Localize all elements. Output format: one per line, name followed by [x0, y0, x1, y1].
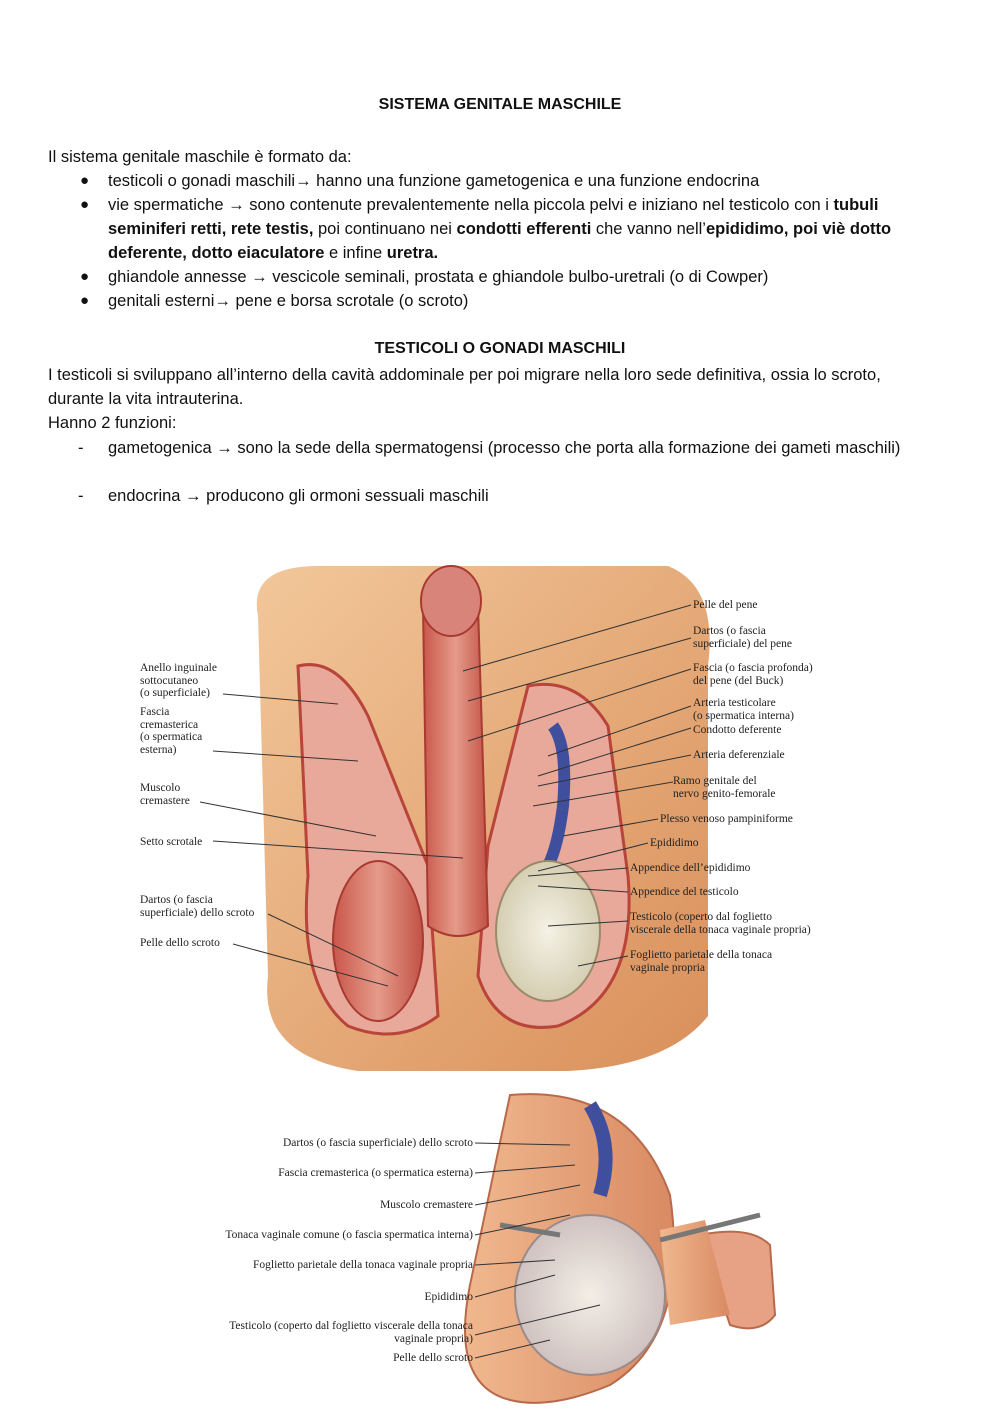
dash-marker: -: [78, 439, 84, 457]
list-item: genitali esterni→ pene e borsa scrotale (o scroto): [108, 292, 469, 310]
anatomy-figure-frontal: [108, 546, 856, 1076]
figure-label: Appendice del testicolo: [630, 886, 739, 898]
figure-label: Fascia cremasterica (o spermatica esterna): [278, 1167, 473, 1179]
text-span: vie spermatiche → sono contenute prevalentemente nella piccola pelvi e iniziano nel testicolo con i: [108, 196, 834, 214]
figure-label: Plesso venoso pampiniforme: [660, 813, 793, 825]
figure-label: Tonaca vaginale comune (o fascia spermatica interna): [225, 1229, 473, 1241]
list-item: testicoli o gonadi maschili→ hanno una funzione gametogenica e una funzione endocrina: [108, 172, 760, 190]
figure-label: Muscolo cremastere: [380, 1199, 473, 1211]
figure-label: Fascia cremasterica (o spermatica esterna): [140, 706, 203, 756]
text-span: che vanno nell’: [591, 220, 706, 238]
figure-label: Testicolo (coperto dal foglietto viscerale della tonaca vaginale propria): [630, 911, 811, 936]
figure-label: Muscolo cremastere: [140, 782, 190, 807]
figure-label: Foglietto parietale della tonaca vaginale propria: [252, 1259, 473, 1271]
figure-label: Dartos (o fascia superficiale) dello scroto: [140, 894, 255, 919]
figure-label: Epididimo: [650, 837, 699, 849]
figure-label: Pelle dello scroto: [393, 1352, 473, 1364]
bold-span: epididimo, poi viè dotto deferente, dotto eiaculatore: [108, 220, 892, 262]
figure-label: Arteria testicolare (o spermatica interna): [693, 697, 794, 722]
list-item: endocrina → producono gli ormoni sessuali maschili: [108, 487, 489, 505]
testis-2: [515, 1215, 665, 1375]
figure-label: Epididimo: [424, 1291, 473, 1303]
figure-label: Pelle dello scroto: [140, 937, 220, 949]
cremaster-muscle: [333, 861, 423, 1021]
list-item: ghiandole annesse → vescicole seminali, prostata e ghiandole bulbo-uretrali (o di Cowper): [108, 268, 769, 286]
figure-label: Setto scrotale: [140, 836, 203, 848]
bold-span: tubuli seminiferi retti, rete testis,: [108, 196, 879, 238]
paragraph: Hanno 2 funzioni:: [48, 414, 177, 432]
bullet-dot: ●: [80, 292, 90, 309]
dash-marker: -: [78, 487, 84, 505]
page-title: SISTEMA GENITALE MASCHILE: [378, 96, 622, 113]
figure-label: Appendice dell’epididimo: [630, 862, 751, 874]
figure-label: Ramo genitale del nervo genito-femorale: [673, 775, 776, 800]
figure-label: Pelle del pene: [693, 599, 758, 611]
glans: [421, 566, 481, 636]
figure-label: Condotto deferente: [693, 724, 782, 736]
list-item: gametogenica → sono la sede della spermatogensi (processo che porta alla formazione dei gameti maschili): [108, 439, 901, 457]
figure-label: Arteria deferenziale: [693, 749, 785, 761]
figure-label: Dartos (o fascia superficiale) del pene: [693, 625, 792, 650]
bullet-dot: ●: [80, 268, 90, 285]
paragraph: I testicoli si sviluppano all’interno della cavità addominale per poi migrare nella loro sede definitiva, ossia lo scroto, durante la vita intrauterina.: [48, 366, 881, 408]
bullet-dot: ●: [80, 196, 90, 213]
text-span: e infine: [324, 244, 387, 262]
bullet-dot: ●: [80, 172, 90, 189]
bold-span: uretra.: [386, 244, 439, 262]
text-span: poi continuano nei: [313, 220, 457, 238]
intro-text: Il sistema genitale maschile è formato da:: [48, 148, 352, 166]
section-title: TESTICOLI O GONADI MASCHILI: [374, 340, 626, 357]
figure-label: Foglietto parietale della tonaca vaginale propria: [630, 949, 773, 974]
figure-label: Testicolo (coperto dal foglietto viscerale della tonaca vaginale propria): [229, 1320, 473, 1345]
figure-label: Anello inguinale sottocutaneo (o superficiale): [140, 662, 217, 699]
list-item: [108, 193, 943, 265]
figure-label: Fascia (o fascia profonda) del pene (del Buck): [693, 662, 813, 687]
anatomy-figure-section: [170, 1085, 830, 1410]
bold-span: condotti efferenti: [456, 220, 592, 238]
testis: [496, 861, 600, 1001]
figure-label: Dartos (o fascia superficiale) dello scroto: [283, 1137, 473, 1149]
